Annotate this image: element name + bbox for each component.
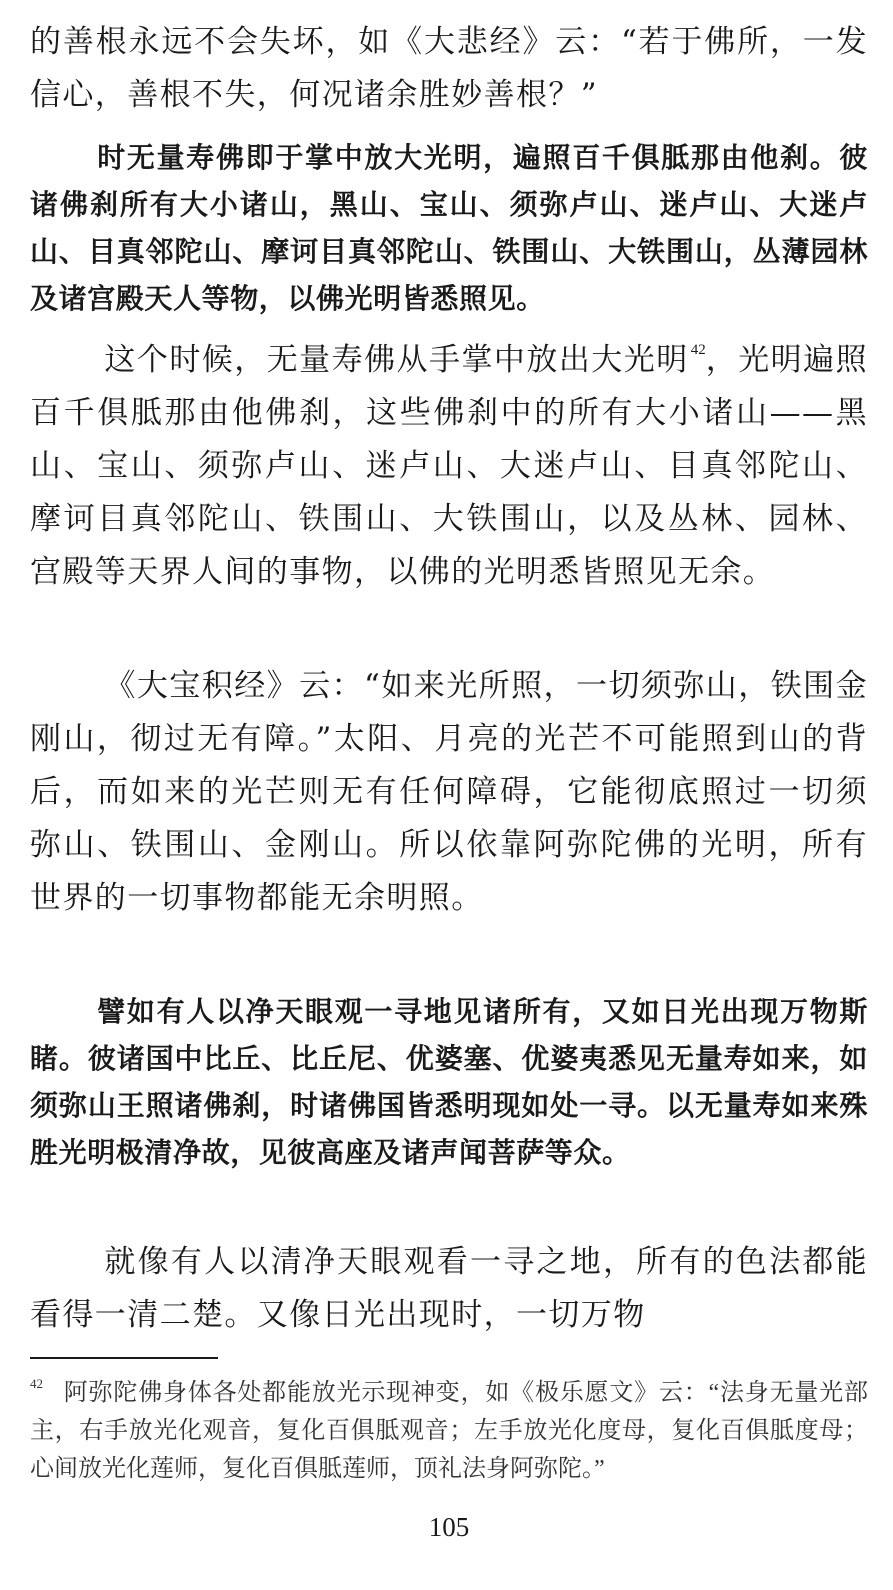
book-page <box>30 0 868 1590</box>
footnote-separator <box>30 1357 218 1359</box>
footnote-reference-42[interactable]: 42 <box>690 342 706 358</box>
paragraph-commentary-light-illumination <box>30 334 868 599</box>
footnote-42 <box>30 1374 868 1488</box>
footnote-text: 阿弥陀佛身体各处都能放光示现神变，如《极乐愿文》云：“法身无量光部主，右手放光化观音，复化百俱胝观音；左手放光化度母，复化百俱胝度母；心间放光化莲师，复化百俱胝莲师，顶礼法身阿弥陀。” <box>30 1380 868 1482</box>
paragraph-commentary-continued: 的善根永远不会失坏，如《大悲经》云：“若于佛所，一发信心，善根不失，何况诸余胜妙善根？” <box>30 24 868 113</box>
paragraph-sutra-light-illumination: 时无量寿佛即于掌中放大光明，遍照百千俱胝那由他刹。彼诸佛刹所有大小诸山，黑山、宝山、须弥卢山、迷卢山、大迷卢山、目真邻陀山、摩诃目真邻陀山、铁围山、大铁围山，丛薄园林及诸宫殿天人等物，以佛光明皆悉照见。 <box>30 141 868 315</box>
footnote-number: 42 <box>30 1376 43 1391</box>
paragraph-sutra-divine-eye: 譬如有人以净天眼观一寻地见诸所有，又如日光出现万物斯睹。彼诸国中比丘、比丘尼、优婆塞、优婆夷悉见无量寿如来，如须弥山王照诸佛刹，时诸佛国皆悉明现如处一寻。以无量寿如来殊胜光明极清净故，见彼高座及诸声闻菩萨等众。 <box>30 995 868 1169</box>
paragraph-text-after-ref: ，光明遍照百千俱胝那由他佛刹，这些佛刹中的所有大小诸山——黑山、宝山、须弥卢山、迷卢山、大迷卢山、目真邻陀山、摩诃目真邻陀山、铁围山、大铁围山，以及丛林、园林、宫殿等天界人间的事物，以佛的光明悉皆照见无余。 <box>30 342 869 590</box>
page-number: 105 <box>428 1512 470 1542</box>
paragraph-ratnakuta-quote: 《大宝积经》云：“如来光所照，一切须弥山，铁围金刚山，彻过无有障。”太阳、月亮的光芒不可能照到山的背后，而如来的光芒则无有任何障碍，它能彻底照过一切须弥山、铁围山、金刚山。所以依靠阿弥陀佛的光明，所有世界的一切事物都能无余明照。 <box>30 668 868 916</box>
paragraph-commentary-divine-eye: 就像有人以清净天眼观看一寻之地，所有的色法都能看得一清二楚。又像日光出现时，一切万物 <box>30 1244 868 1333</box>
paragraph-text-before-ref: 这个时候，无量寿佛从手掌中放出大光明 <box>104 342 689 378</box>
